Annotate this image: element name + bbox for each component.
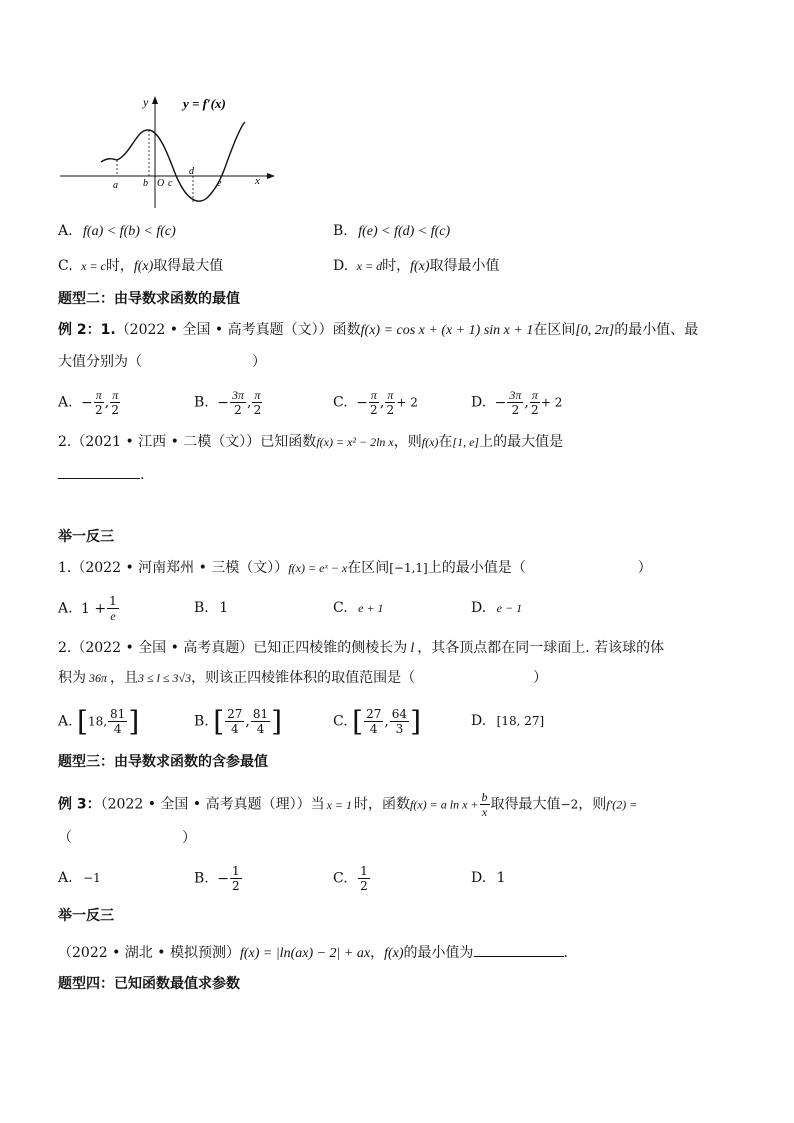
q0-option-a[interactable]: A. f(a) < f(b) < f(c) bbox=[58, 223, 176, 239]
section-3-heading: 题型三：由导数求函数的含参最值 bbox=[58, 754, 268, 770]
s2b-q2-line2: 积为 36π ，且3 ≤ l ≤ 3√3，则该正四棱锥体积的取值范围是（ ） bbox=[58, 670, 548, 686]
s2-q1-option-a[interactable]: A. − $\frac{\pi}{2}$ , $\frac{\pi}{2}$ bbox=[58, 388, 120, 417]
point-label-d: d bbox=[189, 166, 194, 177]
point-label-c: c bbox=[168, 178, 173, 189]
s2-q1-option-c[interactable]: C. − $\frac{\pi}{2}$ , $\frac{\pi}{2}$ + 2 bbox=[333, 388, 418, 417]
q0-option-d[interactable]: D. x = d时，f(x)取得最小值 bbox=[333, 258, 500, 274]
s3-function: f(x) = a ln x + bbox=[410, 797, 479, 812]
point-label-e: e bbox=[217, 178, 222, 189]
s2-q1-line2: 大值分别为（ ） bbox=[58, 354, 266, 370]
point-label-a: a bbox=[113, 180, 118, 191]
axis-label-y: y bbox=[143, 95, 149, 109]
s2b-q2-option-a[interactable]: A. [18, $\frac{81}{4}$ ] bbox=[58, 704, 140, 738]
section-2b-heading: 举一反三 bbox=[58, 529, 114, 545]
s2-q1-line1: 例 2：1.（2022 • 全国 • 高考真题（文））函数f(x) = cos x + (x + 1) sin x + 1在区间[0, 2π]的最小值、最 bbox=[58, 322, 699, 338]
s3b-q-line: （2022 • 湖北 • 模拟预测）f(x) = |ln(ax) − 2| + ax，f(x)的最小值为 . bbox=[58, 940, 568, 964]
s3-option-c[interactable]: C. $\frac{1}{2}$ bbox=[333, 864, 368, 893]
point-label-o: O bbox=[157, 178, 165, 189]
s2-q2-function: f(x) = x² − 2ln x bbox=[316, 435, 394, 449]
s2-q1-function: f(x) = cos x + (x + 1) sin x + 1 bbox=[360, 323, 534, 338]
graph-title: y = f′(x) bbox=[183, 96, 226, 111]
s2-q2-line2: . bbox=[58, 462, 144, 485]
y-axis-arrow-icon bbox=[152, 96, 158, 104]
section-2-heading: 题型二：由导数求函数的最值 bbox=[58, 291, 240, 307]
point-label-b: b bbox=[143, 178, 148, 189]
s2b-q2-option-b[interactable]: B. [ $\frac{27}{4}$ , $\frac{81}{4}$ ] bbox=[194, 704, 283, 738]
s3-option-a[interactable]: A. −1 bbox=[58, 870, 101, 886]
derivative-graph bbox=[55, 88, 285, 218]
axis-label-x: x bbox=[255, 175, 260, 187]
s2-q1-option-d[interactable]: D. − $\frac{3\pi}{2}$ , $\frac{\pi}{2}$ + 2 bbox=[471, 388, 563, 417]
q0-option-b[interactable]: B. f(e) < f(d) < f(c) bbox=[333, 223, 451, 239]
s3-q-line1: 例 3：（2022 • 全国 • 高考真题（理））当 x = 1 时，函数f(x) = a ln x + $\frac{b}{x}$ 取得最大值−2，则f′(2) = bbox=[58, 790, 638, 819]
q0-option-b-expr: f(e) < f(d) < f(c) bbox=[358, 224, 451, 239]
s2b-q1-option-a[interactable]: A. 1 + $\frac{1}{e}$ bbox=[58, 594, 117, 623]
s3b-answer-blank[interactable] bbox=[474, 940, 564, 957]
s2-q2-line1: 2.（2021 • 江西 • 二模（文））已知函数f(x) = x² − 2ln x，则f(x)在[1, e]上的最大值是 bbox=[58, 434, 564, 450]
s2-q1-option-b[interactable]: B. − $\frac{3\pi}{2}$ , $\frac{\pi}{2}$ bbox=[194, 388, 262, 417]
s2b-q2-option-d[interactable]: D. [18, 27] bbox=[471, 713, 545, 729]
s2b-q1-option-c[interactable]: C. e + 1 bbox=[333, 600, 384, 616]
s2b-q2-option-c[interactable]: C. [ $\frac{27}{4}$ , $\frac{64}{3}$ ] bbox=[333, 704, 422, 738]
s3-option-d[interactable]: D. 1 bbox=[471, 870, 506, 886]
s2b-q1-option-d[interactable]: D. e − 1 bbox=[471, 600, 523, 616]
s3b-function: f(x) = |ln(ax) − 2| + ax bbox=[239, 946, 371, 961]
s3-q-line2: （ ） bbox=[58, 830, 196, 846]
q0-option-c[interactable]: C. x = c时，f(x)取得最大值 bbox=[58, 258, 224, 274]
section-3b-heading: 举一反三 bbox=[58, 908, 114, 924]
s2b-q1-function: f(x) = eˣ − x bbox=[288, 561, 348, 575]
q0-option-a-expr: f(a) < f(b) < f(c) bbox=[83, 224, 176, 239]
s3-option-b[interactable]: B. − $\frac{1}{2}$ bbox=[194, 864, 240, 893]
s2-q2-answer-blank[interactable] bbox=[58, 462, 140, 479]
section-4-heading: 题型四：已知函数最值求参数 bbox=[58, 976, 240, 992]
derivative-curve bbox=[101, 122, 245, 201]
s2b-q1-option-b[interactable]: B. 1 bbox=[194, 600, 229, 616]
x-axis-arrow-icon bbox=[267, 173, 275, 179]
s2b-q1-line: 1.（2022 • 河南郑州 • 三模（文））f(x) = eˣ − x在区间[−1,1]上的最小值是（ ） bbox=[58, 560, 652, 576]
s2b-q2-line1: 2.（2022 • 全国 • 高考真题）已知正四棱锥的侧棱长为 l ，其各顶点都在同一球面上. 若该球的体 bbox=[58, 640, 665, 656]
